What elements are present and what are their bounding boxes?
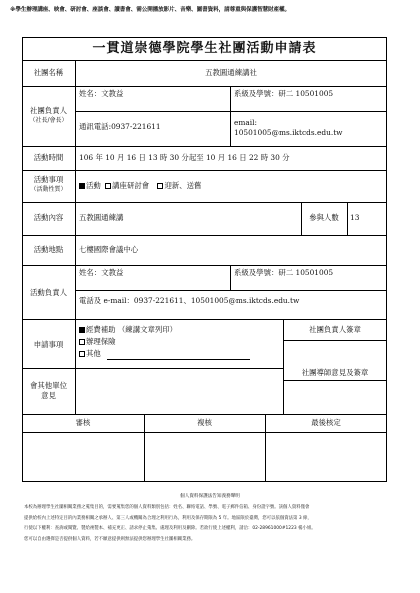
form-title: 一貫道崇德學院學生社團活動申請表 [22, 37, 387, 61]
activity-type-option-activity[interactable]: 活動 [79, 181, 101, 190]
activity-leader-label: 活動負責人 [30, 288, 67, 297]
activity-time-value: 106 年 10 月 16 日 13 時 30 分起至 10 月 16 日 22 時 30 分 [79, 153, 290, 162]
activity-type-options [79, 181, 201, 191]
participants-label: 參與人數 [309, 213, 339, 222]
activity-leader-contact: 電話及 e-mail：0937-221611、10501005@ms.iktcds.edu.tw [79, 296, 300, 305]
activity-leader-name: 姓名：文教益 [79, 268, 124, 277]
review-label: 審核 [75, 418, 91, 427]
participants-value: 13 [350, 213, 360, 222]
application-form [22, 37, 387, 482]
club-leader-name: 姓名：文教益 [79, 89, 124, 98]
application-option-insurance[interactable]: 辦理保險 [79, 337, 116, 347]
leader-sign-label: 社團負責人簽章 [309, 325, 361, 334]
checkbox-icon [105, 183, 111, 189]
checkbox-icon [79, 339, 85, 345]
activity-type-label: 活動事項 [33, 175, 64, 184]
activity-type-option-seminar[interactable]: 講座研討會 [105, 181, 149, 190]
application-option-other[interactable]: 其他 [79, 349, 101, 359]
privacy-title: 個人資料保護法告知義務聲明 [180, 494, 240, 499]
privacy-line: 您可以自由選擇是否提供個人資料，若不願意提供則無法提供您辦理學生社團相關業務。 [24, 536, 196, 542]
club-leader-label: 社團負責人 [30, 106, 67, 115]
club-name-label: 社團名稱 [33, 68, 64, 77]
co-unit-label2: 意見 [41, 391, 56, 400]
activity-type-sublabel: （活動性質） [30, 186, 67, 193]
application-option-funding[interactable]: 經費補助 （練講文章列印） [79, 325, 177, 335]
activity-leader-dept: 系級及學號：研二 10501005 [234, 268, 334, 277]
activity-location-label: 活動地點 [33, 245, 64, 254]
ip-notice: ※學生辦理講座、映會、研討會、座談會、讀書會、需公開播放影片、音樂、圖書資料，請尊重與保護智慧財產權。 [10, 7, 291, 13]
application-label: 申請事項 [33, 340, 64, 349]
club-leader-phone: 通訊電話:0937-221611 [79, 122, 161, 131]
checked-box-icon [79, 327, 85, 333]
checkbox-icon [79, 351, 85, 357]
recheck-label: 複核 [197, 418, 212, 427]
advisor-label: 社團導師意見及簽章 [301, 368, 369, 377]
club-name-value: 五教圓通練講社 [205, 68, 257, 77]
activity-location-value: 七樓國際會議中心 [79, 245, 139, 254]
activity-content-value: 五教圓通練講 [79, 213, 124, 222]
club-leader-sublabel: （社長/會長） [29, 117, 68, 124]
activity-type-option-welcome[interactable]: 迎新、送舊 [157, 181, 201, 190]
co-unit-label: 會其他單位 [30, 381, 67, 390]
privacy-statement [24, 503, 396, 545]
other-fill-line [107, 359, 250, 360]
checked-box-icon [79, 183, 85, 189]
activity-content-label: 活動內容 [33, 213, 64, 222]
privacy-line: 行使以下權利：查詢或閱覽、製給複製本、補充更正、請求停止蒐集、處理及利用及刪除。若欲行使上述權利，請洽：02-28961000#1223 楊小姐。 [24, 526, 316, 531]
final-label: 最後核定 [311, 418, 341, 427]
privacy-line: 提供給校內上述特定目的內業務相關之承辦人、第三人或機關為合理之利用行為，利用及保存期限為 5 年。地區限於臺灣，您可以依個資法第 3 條， [24, 515, 312, 521]
club-leader-email: 10501005@ms.iktcds.edu.tw [234, 128, 343, 137]
activity-time-label: 活動時間 [33, 153, 64, 162]
privacy-line: 本校為辦理學生社團相關業務之蒐集目的，需要蒐集您的個人資料類別包括：姓名、聯絡電話、學號、電子郵件信箱、身份證字號。該個人資料僅會 [24, 505, 310, 510]
club-leader-dept: 系級及學號：研二 10501005 [234, 89, 334, 98]
club-leader-email-label: email: [234, 118, 258, 127]
checkbox-icon [157, 183, 163, 189]
